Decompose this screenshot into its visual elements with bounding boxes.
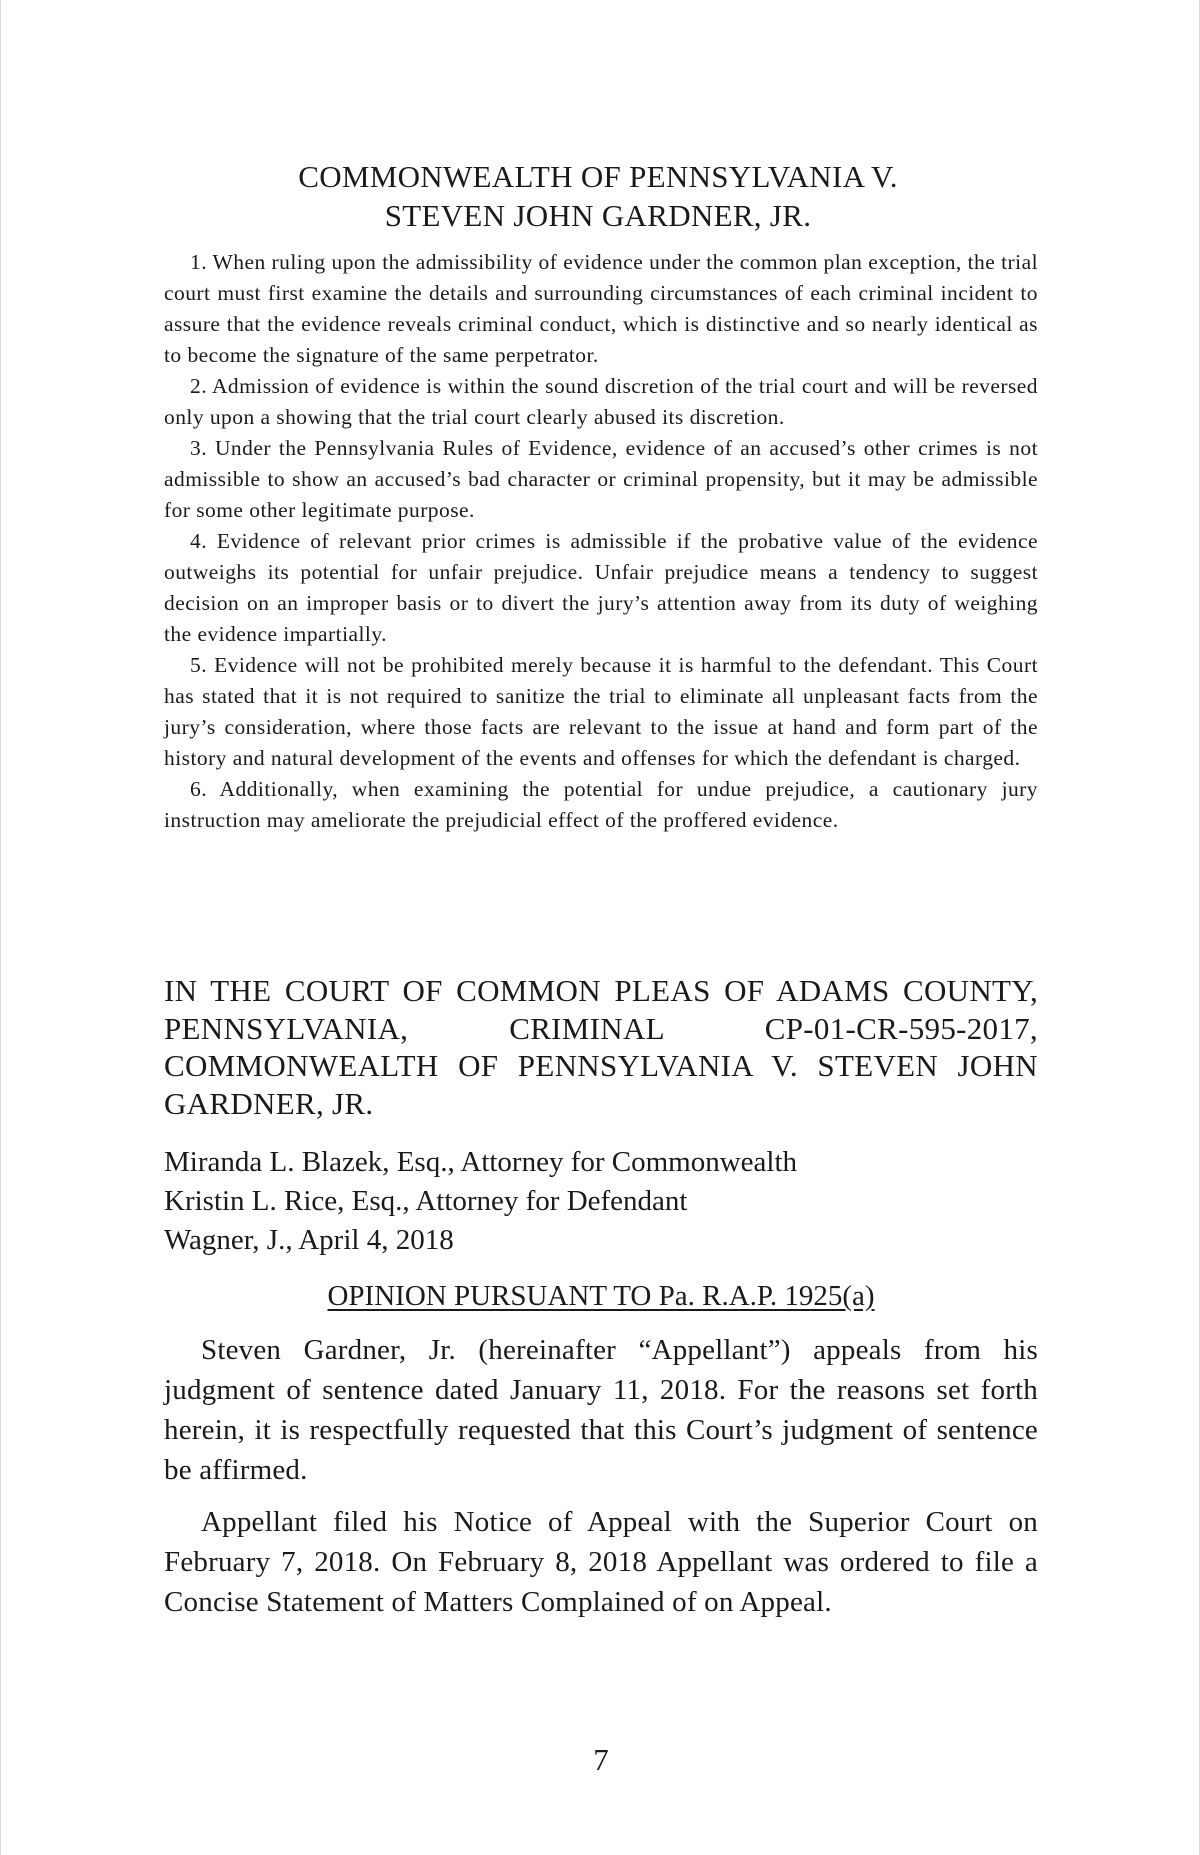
case-caption: [164, 157, 1032, 235]
counsel-block: [164, 1143, 1038, 1260]
body-paragraph-2: Appellant filed his Notice of Appeal with the Superior Court on February 7, 2018. On February 8, 2018 Appellant was ordered to file a Concise Statement of Matters Complained of on Appeal.: [164, 1506, 1038, 1618]
opinion-body: [164, 1330, 1038, 1634]
page-number: 7: [593, 1742, 609, 1777]
headnotes: [164, 247, 1038, 836]
headnote-2: 2. Admission of evidence is within the sound discretion of the trial court and will be reversed only upon a showing that the trial court clearly abused its discretion.: [164, 374, 1038, 429]
judge-and-date: Wagner, J., April 4, 2018: [164, 1224, 454, 1256]
body-paragraph-1: Steven Gardner, Jr. (hereinafter “Appellant”) appeals from his judgment of sentence dated January 11, 2018. For the reasons set forth herein, it is respectfully requested that this Court’s judgment of sentence be affirmed.: [164, 1334, 1038, 1486]
case-caption-line-2: STEVEN JOHN GARDNER, JR.: [384, 198, 812, 233]
commonwealth-attorney: Miranda L. Blazek, Esq., Attorney for Commonwealth: [164, 1146, 798, 1178]
headnote-1: 1. When ruling upon the admissibility of evidence under the common plan exception, the trial court must first examine the details and surrounding circumstances of each criminal incident to assure that the evidence reveals criminal conduct, which is distinctive and so nearly identical as to become the signature of the same perpetrator.: [164, 250, 1038, 367]
opinion-heading-text: OPINION PURSUANT TO Pa. R.A.P. 1925(a): [327, 1280, 875, 1312]
headnote-5: 5. Evidence will not be prohibited merely because it is harmful to the defendant. This Court has stated that it is not required to sanitize the trial to eliminate all unpleasant facts from the jury’s consideration, where those facts are relevant to the issue at hand and form part of the history and natural development of the events and offenses for which the defendant is charged.: [164, 653, 1038, 770]
court-caption: IN THE COURT OF COMMON PLEAS OF ADAMS COUNTY, PENNSYLVANIA, CRIMINAL CP-01-CR-595-2017, COMMONWEALTH OF PENNSYLVANIA V. STEVEN JOHN GARDNER, JR.: [164, 973, 1038, 1121]
headnote-6: 6. Additionally, when examining the potential for undue prejudice, a cautionary jury instruction may ameliorate the prejudicial effect of the proffered evidence.: [164, 777, 1038, 832]
headnote-4: 4. Evidence of relevant prior crimes is admissible if the probative value of the evidence outweighs its potential for unfair prejudice. Unfair prejudice means a tendency to suggest decision on an improper basis or to divert the jury’s attention away from its duty of weighing the evidence impartially.: [164, 529, 1038, 646]
opinion-heading: [164, 1278, 1038, 1314]
headnote-3: 3. Under the Pennsylvania Rules of Evidence, evidence of an accused’s other crimes is not admissible to show an accused’s bad character or criminal propensity, but it may be admissible for some other legitimate purpose.: [164, 436, 1038, 522]
defendant-attorney: Kristin L. Rice, Esq., Attorney for Defendant: [164, 1185, 688, 1217]
case-caption-line-1: COMMONWEALTH OF PENNSYLVANIA V.: [298, 159, 898, 194]
